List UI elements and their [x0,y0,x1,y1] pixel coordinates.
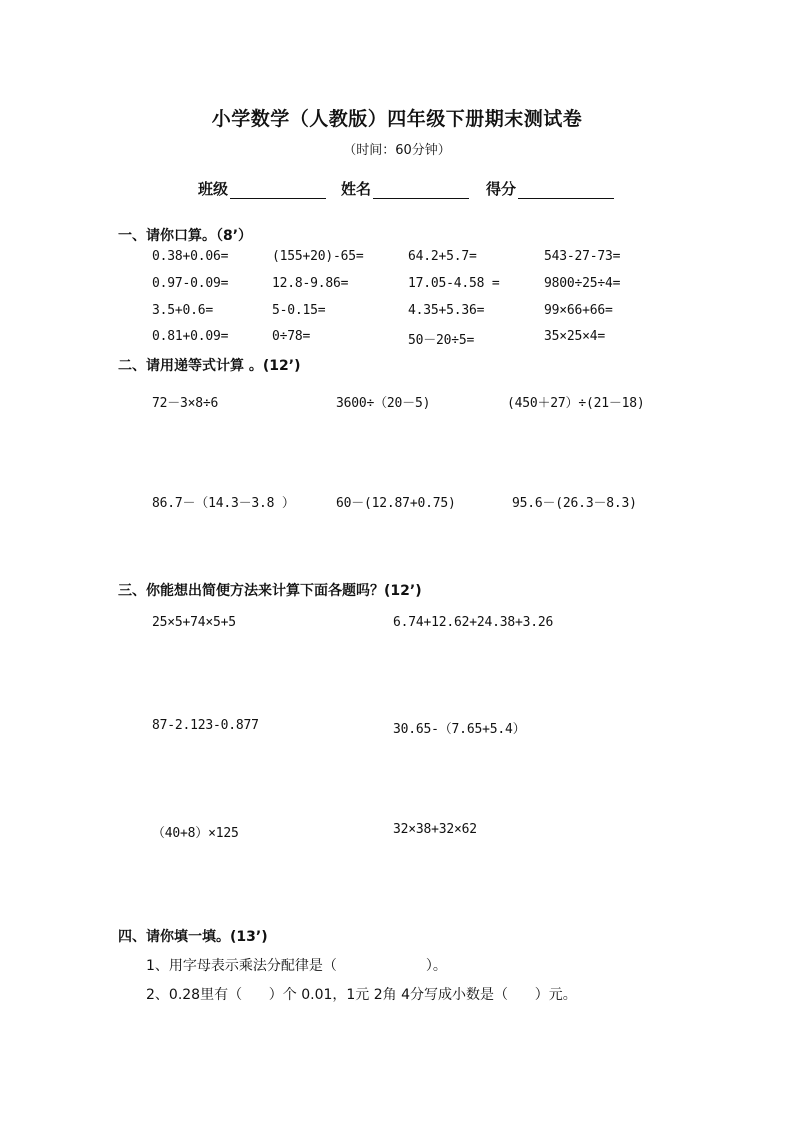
oral-question: 543-27-73= [544,249,621,264]
simplify-question: （40+8）×125 [152,826,239,841]
time-limit: （时间：60分钟） [343,143,451,158]
name-blank[interactable] [373,181,469,199]
section-3-heading: 三、你能想出简便方法来计算下面各题吗？(12’) [118,583,422,599]
oral-question: (155+20)-65= [272,249,364,264]
calc-question: (450＋27）÷(21－18) [507,396,645,411]
oral-question: 5-0.15= [272,303,326,318]
section-2-heading: 二、请用递等式计算 。(12’) [118,358,301,374]
calc-question: 95.6－(26.3－8.3) [512,496,637,511]
simplify-question: 6.74+12.62+24.38+3.26 [393,615,554,630]
simplify-question: 87-2.123-0.877 [152,718,259,733]
calc-question: 60－(12.87+0.75) [336,496,456,511]
oral-question: 0.97-0.09= [152,276,229,291]
name-label: 姓名 [341,180,372,198]
calc-question: 3600÷（20－5) [336,396,431,411]
simplify-question: 32×38+32×62 [393,822,477,837]
fill-question: 2、0.28里有（ ）个 0.01，1元 2角 4分写成小数是（ ）元。 [146,987,577,1003]
score-field [486,178,614,199]
fill-question: 1、用字母表示乘法分配律是（ ）。 [146,958,447,974]
oral-question: 35×25×4= [544,329,606,344]
oral-question: 50－20÷5= [408,333,475,348]
oral-question: 0.38+0.06= [152,249,229,264]
oral-question: 0÷78= [272,329,311,344]
oral-question: 3.5+0.6= [152,303,214,318]
score-label: 得分 [486,180,517,198]
calc-question: 86.7－（14.3－3.8 ） [152,496,295,511]
oral-question: 4.35+5.36= [408,303,485,318]
oral-question: 12.8-9.86= [272,276,349,291]
name-field [341,178,469,199]
oral-question: 17.05-4.58 = [408,276,500,291]
oral-question: 99×66+66= [544,303,613,318]
calc-question: 72－3×8÷6 [152,396,219,411]
oral-question: 64.2+5.7= [408,249,477,264]
class-field [198,178,326,199]
class-blank[interactable] [230,181,326,199]
oral-question: 0.81+0.09= [152,329,229,344]
simplify-question: 25×5+74×5+5 [152,615,236,630]
score-blank[interactable] [518,181,614,199]
section-1-heading: 一、请你口算。（8’） [118,228,253,244]
section-4-heading: 四、请你填一填。(13’) [118,929,268,945]
class-label: 班级 [198,180,229,198]
page-title: 小学数学（人教版）四年级下册期末测试卷 [211,108,583,130]
oral-question: 9800÷25÷4= [544,276,621,291]
simplify-question: 30.65-（7.65+5.4） [393,722,526,737]
